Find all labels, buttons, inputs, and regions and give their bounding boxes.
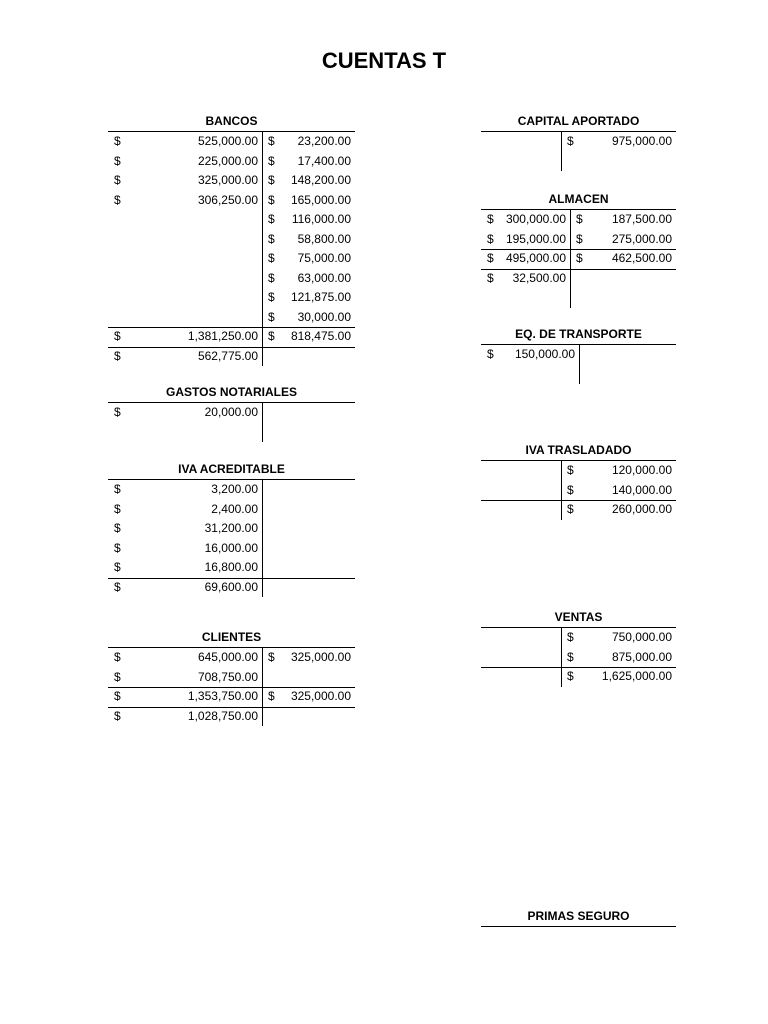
currency-symbol: $ (268, 212, 275, 226)
amount: 562,775.00 (197, 348, 258, 363)
amount: 150,000.00 (514, 347, 575, 361)
split-line (262, 480, 263, 597)
amount: 300,000.00 (505, 212, 566, 226)
amount: 148,200.00 (290, 173, 351, 187)
amount: 20,000.00 (204, 405, 258, 419)
split-line (262, 403, 263, 442)
debit-entry (108, 132, 262, 152)
credit-total (561, 667, 676, 687)
currency-symbol: $ (114, 669, 121, 684)
credit-entry (262, 308, 355, 328)
account-name: IVA ACREDITABLE (108, 460, 355, 480)
amount: 30,000.00 (297, 309, 351, 324)
account-name: EQ. DE TRANSPORTE (481, 325, 676, 345)
currency-symbol: $ (114, 192, 121, 207)
amount: 116,000.00 (291, 212, 351, 226)
account-name: ALMACEN (481, 190, 676, 210)
debit-entry (108, 403, 262, 423)
currency-symbol: $ (567, 134, 574, 148)
debit-balance (108, 707, 262, 727)
currency-symbol: $ (114, 579, 121, 594)
amount: 325,000.00 (290, 689, 351, 703)
amount: 750,000.00 (611, 630, 672, 644)
currency-symbol: $ (487, 251, 494, 265)
credit-entry (561, 461, 676, 481)
credit-entry (561, 628, 676, 648)
account-name: IVA TRASLADADO (481, 441, 676, 461)
currency-symbol: $ (268, 650, 275, 664)
currency-symbol: $ (487, 231, 494, 246)
currency-symbol: $ (114, 405, 121, 419)
credit-entry (262, 249, 355, 269)
amount: 225,000.00 (197, 153, 258, 168)
account-name: PRIMAS SEGURO (481, 907, 676, 927)
credit-entry (561, 648, 676, 668)
currency-symbol: $ (567, 482, 574, 497)
currency-symbol: $ (114, 689, 121, 703)
credit-entry (262, 152, 355, 172)
debit-entry (108, 668, 262, 688)
amount: 120,000.00 (611, 463, 672, 477)
currency-symbol: $ (268, 251, 275, 265)
amount: 165,000.00 (290, 192, 351, 207)
currency-symbol: $ (487, 270, 494, 285)
amount: 325,000.00 (290, 650, 351, 664)
currency-symbol: $ (114, 560, 121, 574)
amount: 975,000.00 (611, 134, 672, 148)
debit-balance (481, 269, 570, 289)
amount: 525,000.00 (197, 134, 258, 148)
credit-total (570, 249, 676, 269)
debit-entry (108, 500, 262, 520)
debit-total (481, 249, 570, 269)
amount: 121,875.00 (290, 290, 351, 304)
debit-entry (108, 519, 262, 539)
currency-symbol: $ (114, 329, 121, 343)
amount: 58,800.00 (297, 231, 351, 246)
debit-entry (108, 171, 262, 191)
currency-symbol: $ (567, 630, 574, 644)
credit-total (561, 500, 676, 520)
account-name: BANCOS (108, 112, 355, 132)
split-line (262, 132, 263, 366)
amount: 1,381,250.00 (187, 329, 258, 343)
amount: 31,200.00 (204, 521, 258, 535)
currency-symbol: $ (268, 309, 275, 324)
currency-symbol: $ (114, 650, 121, 664)
credit-entry (561, 132, 676, 152)
currency-symbol: $ (114, 482, 121, 496)
credit-entry (262, 288, 355, 308)
split-line (561, 461, 562, 520)
currency-symbol: $ (114, 521, 121, 535)
credit-total (262, 327, 355, 347)
currency-symbol: $ (114, 134, 121, 148)
currency-symbol: $ (487, 347, 494, 361)
split-line (561, 628, 562, 687)
amount: 17,400.00 (297, 153, 351, 168)
debit-entry (108, 191, 262, 211)
currency-symbol: $ (268, 270, 275, 285)
amount: 275,000.00 (611, 231, 672, 246)
amount: 462,500.00 (611, 251, 672, 265)
currency-symbol: $ (487, 212, 494, 226)
amount: 260,000.00 (611, 502, 672, 516)
currency-symbol: $ (567, 463, 574, 477)
account-name: GASTOS NOTARIALES (108, 383, 355, 403)
amount: 1,625,000.00 (601, 669, 672, 683)
debit-entry (481, 230, 570, 250)
currency-symbol: $ (268, 231, 275, 246)
amount: 875,000.00 (611, 649, 672, 664)
debit-entry (481, 345, 579, 365)
currency-symbol: $ (268, 329, 275, 343)
currency-symbol: $ (114, 173, 121, 187)
debit-total (108, 578, 262, 598)
amount: 2,400.00 (211, 501, 258, 516)
currency-symbol: $ (268, 134, 275, 148)
currency-symbol: $ (268, 290, 275, 304)
amount: 818,475.00 (290, 329, 351, 343)
currency-symbol: $ (114, 708, 121, 723)
split-line (570, 210, 571, 308)
amount: 16,800.00 (204, 560, 258, 574)
credit-entry (262, 230, 355, 250)
currency-symbol: $ (268, 173, 275, 187)
credit-entry (262, 132, 355, 152)
debit-entry (108, 152, 262, 172)
currency-symbol: $ (576, 231, 583, 246)
debit-entry (108, 648, 262, 668)
amount: 63,000.00 (297, 270, 351, 285)
amount: 187,500.00 (611, 212, 672, 226)
credit-total (262, 687, 355, 707)
currency-symbol: $ (576, 212, 583, 226)
amount: 1,353,750.00 (187, 689, 258, 703)
currency-symbol: $ (576, 251, 583, 265)
split-line (561, 132, 562, 171)
credit-entry (262, 191, 355, 211)
credit-entry (262, 269, 355, 289)
currency-symbol: $ (114, 153, 121, 168)
debit-total (108, 327, 262, 347)
split-line (579, 345, 580, 384)
credit-entry (570, 230, 676, 250)
amount: 69,600.00 (204, 579, 258, 594)
amount: 23,200.00 (297, 134, 351, 148)
debit-entry (108, 480, 262, 500)
debit-entry (108, 539, 262, 559)
amount: 140,000.00 (611, 482, 672, 497)
currency-symbol: $ (567, 649, 574, 664)
currency-symbol: $ (114, 540, 121, 555)
currency-symbol: $ (567, 669, 574, 683)
debit-entry (108, 558, 262, 578)
amount: 75,000.00 (297, 251, 351, 265)
currency-symbol: $ (114, 501, 121, 516)
amount: 708,750.00 (197, 669, 258, 684)
currency-symbol: $ (268, 153, 275, 168)
credit-entry (262, 210, 355, 230)
amount: 195,000.00 (505, 231, 566, 246)
account-name: VENTAS (481, 608, 676, 628)
amount: 1,028,750.00 (187, 708, 258, 723)
currency-symbol: $ (268, 689, 275, 703)
currency-symbol: $ (114, 348, 121, 363)
amount: 495,000.00 (505, 251, 566, 265)
account-name: CLIENTES (108, 628, 355, 648)
amount: 306,250.00 (197, 192, 258, 207)
debit-entry (481, 210, 570, 230)
amount: 3,200.00 (211, 482, 258, 496)
amount: 32,500.00 (512, 270, 566, 285)
amount: 16,000.00 (204, 540, 258, 555)
page-title: CUENTAS T (321, 48, 447, 73)
credit-entry (561, 481, 676, 501)
credit-entry (262, 648, 355, 668)
currency-symbol: $ (567, 502, 574, 516)
debit-total (108, 687, 262, 707)
credit-entry (262, 171, 355, 191)
account-name: CAPITAL APORTADO (481, 112, 676, 132)
split-line (262, 648, 263, 726)
amount: 645,000.00 (197, 650, 258, 664)
amount: 325,000.00 (197, 173, 258, 187)
credit-entry (570, 210, 676, 230)
debit-balance (108, 347, 262, 367)
currency-symbol: $ (268, 192, 275, 207)
